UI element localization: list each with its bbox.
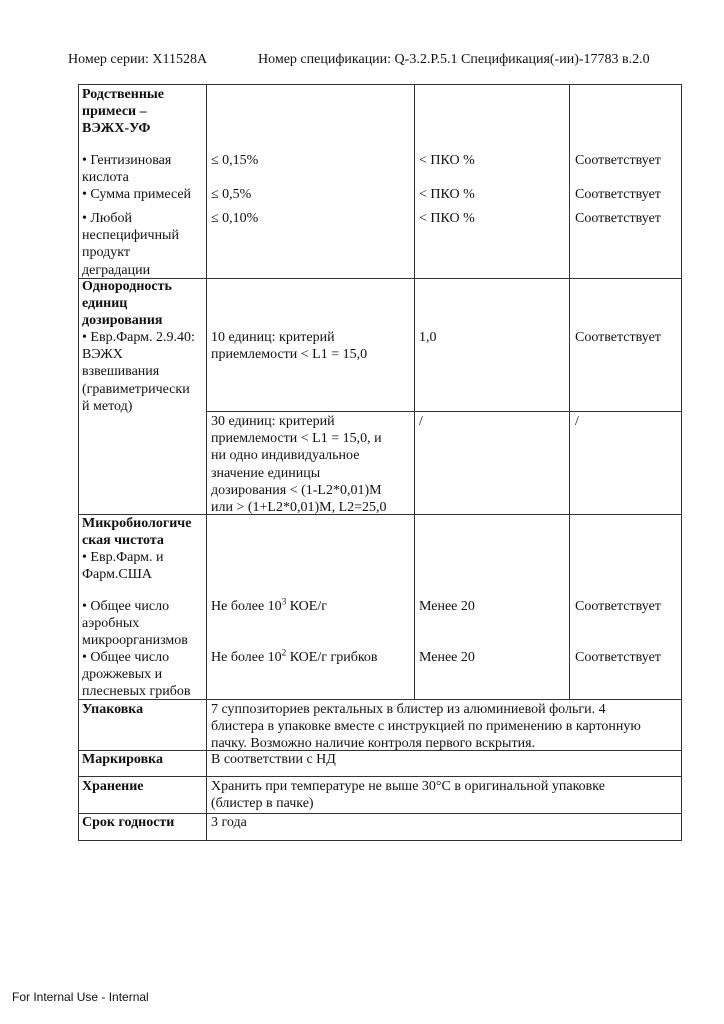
micro-result: Менее 20	[419, 599, 475, 614]
micro-method: • Евр.Фарм. и Фарм.США	[82, 550, 164, 583]
micro-criterion: Не более $10^2$ КОЕ/г грибков	[211, 647, 378, 665]
impurity-name: • Любой неспецифичный продукт деградации	[82, 211, 179, 278]
micro-title: Микробиологиче ская чистота	[82, 516, 192, 549]
shelf-life-label: Срок годности	[82, 815, 175, 830]
uniformity-method: • Евр.Фарм. 2.9.40: ВЭЖХ взвешивания (гравиметрически й метод)	[82, 330, 195, 414]
uniformity-result: 1,0	[419, 330, 437, 345]
micro-conclusion: Соответствует	[575, 599, 661, 614]
impurity-conclusion: Соответствует	[575, 153, 661, 168]
labeling-label: Маркировка	[82, 752, 163, 767]
impurity-result: < ПКО %	[419, 153, 475, 168]
labeling-value: В соответствии с НД	[211, 752, 336, 767]
uniformity-title: Однородность единиц дозирования	[82, 279, 172, 329]
micro-criterion: Не более $10^3$ КОЕ/г	[211, 596, 327, 614]
packaging-label: Упаковка	[82, 702, 144, 717]
impurity-criterion: ≤ 0,10%	[211, 211, 259, 226]
impurity-name: • Гентизиновая кислота	[82, 153, 172, 186]
impurity-criterion: ≤ 0,15%	[211, 153, 259, 168]
impurities-title: Родственные примеси – ВЭЖХ-УФ	[82, 87, 165, 137]
batch-number: Номер серии: X11528A	[68, 52, 208, 67]
footer-classification: For Internal Use - Internal	[12, 990, 149, 1004]
storage-label: Хранение	[82, 779, 144, 794]
spec-number: Номер спецификации: Q-3.2.P.5.1 Спецификация(-ии)-17783 в.2.0	[258, 52, 650, 67]
uniformity-criterion: 30 единиц: критерий приемлемости < L1 = 15,0, и ни одно индивидуальное значение единицы дозирования < (1-L2*0,01)M или > (1+L2*0,01)M, L2=25,0	[211, 414, 387, 516]
micro-conclusion: Соответствует	[575, 650, 661, 665]
impurity-conclusion: Соответствует	[575, 187, 661, 202]
uniformity-result: /	[419, 414, 423, 429]
impurity-conclusion: Соответствует	[575, 211, 661, 226]
impurity-result: < ПКО %	[419, 187, 475, 202]
storage-value: Хранить при температуре не выше 30°C в оригинальной упаковке (блистер в пачке)	[211, 779, 605, 812]
micro-result: Менее 20	[419, 650, 475, 665]
impurity-result: < ПКО %	[419, 211, 475, 226]
impurity-name: • Сумма примесей	[82, 187, 192, 202]
shelf-life-value: 3 года	[211, 815, 247, 830]
uniformity-conclusion: /	[575, 414, 579, 429]
impurity-criterion: ≤ 0,5%	[211, 187, 252, 202]
micro-item-name: • Общее число аэробных микроорганизмов	[82, 599, 188, 649]
uniformity-conclusion: Соответствует	[575, 330, 661, 345]
packaging-value: 7 суппозиториев ректальных в блистер из алюминиевой фольги. 4 блистера в упаковке вместе с инструкцией по применению в картонную пачку. Возможно наличие контроля первого вскрытия.	[211, 702, 641, 752]
uniformity-criterion: 10 единиц: критерий приемлемости < L1 = 15,0	[211, 330, 368, 363]
micro-item-name: • Общее число дрожжевых и плесневых грибов	[82, 650, 191, 700]
